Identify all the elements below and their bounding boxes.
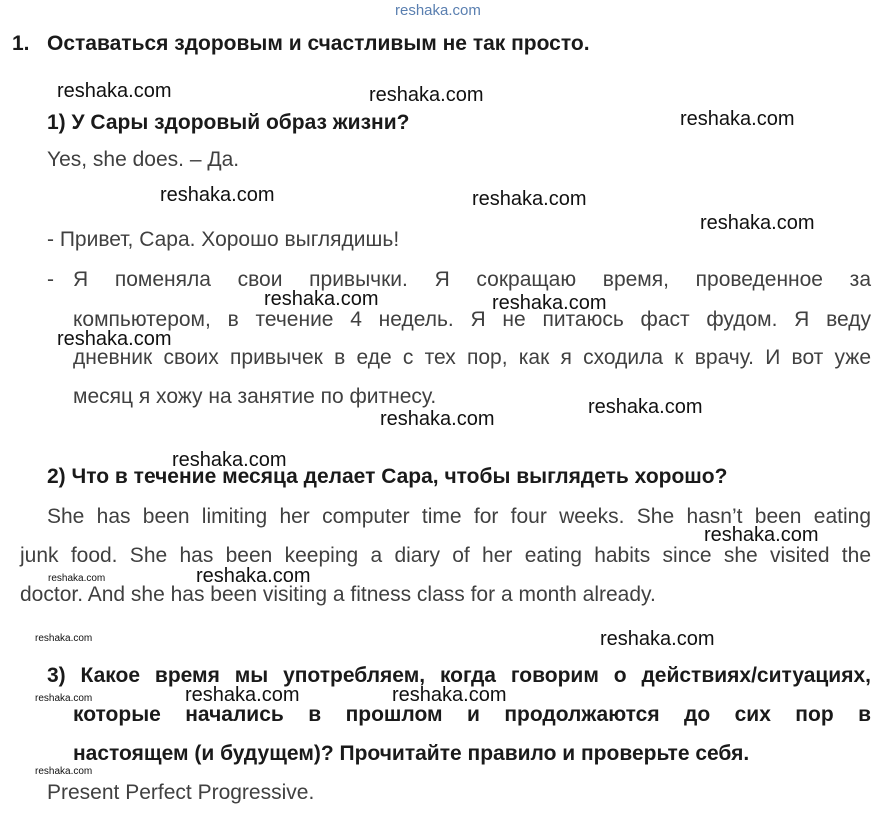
watermark-small: reshaka.com	[35, 766, 93, 777]
watermark: reshaka.com	[57, 80, 172, 102]
question-3-line-2: которые начались в прошлом и продолжаются до сих пор в	[73, 703, 871, 726]
task-title: Оставаться здоровым и счастливым не так просто.	[47, 32, 590, 55]
question-2: 2) Что в течение месяца делает Сара, чтобы выглядеть хорошо?	[47, 465, 728, 488]
question-3-line-3: настоящем (и будущем)? Прочитайте правило и проверьте себя.	[73, 742, 750, 765]
watermark: reshaka.com	[380, 408, 495, 430]
watermark: reshaka.com	[704, 524, 819, 546]
watermark: reshaka.com	[588, 396, 703, 418]
answer-1: Yes, she does. – Да.	[47, 148, 240, 171]
site-watermark-top: reshaka.com	[395, 2, 481, 19]
watermark: reshaka.com	[264, 288, 379, 310]
watermark-small: reshaka.com	[35, 633, 93, 644]
answer-3: Present Perfect Progressive.	[47, 781, 315, 804]
watermark: reshaka.com	[600, 628, 715, 650]
watermark: reshaka.com	[472, 188, 587, 210]
watermark: reshaka.com	[369, 84, 484, 106]
dialogue-line-2b: компьютером, в течение 4 недель. Я не питаюсь фаст фудом. Я веду	[73, 308, 871, 331]
watermark: reshaka.com	[160, 184, 275, 206]
dialogue-dash: -	[47, 268, 54, 291]
watermark: reshaka.com	[680, 108, 795, 130]
answer-2-line-1: She has been limiting her computer time for four weeks. She hasn’t been eating	[47, 505, 871, 528]
watermark: reshaka.com	[172, 449, 287, 471]
watermark: reshaka.com	[392, 684, 507, 706]
watermark: reshaka.com	[700, 212, 815, 234]
watermark: reshaka.com	[196, 565, 311, 587]
watermark: reshaka.com	[57, 328, 172, 350]
dialogue-line-1: - Привет, Сара. Хорошо выглядишь!	[47, 228, 400, 251]
watermark-small: reshaka.com	[48, 573, 106, 584]
dialogue-line-2d: месяц я хожу на занятие по фитнесу.	[73, 385, 437, 408]
answer-2-line-2: junk food. She has been keeping a diary of her eating habits since she visited the	[20, 544, 871, 567]
dialogue-line-2a: Я поменяла свои привычки. Я сокращаю время, проведенное за	[73, 268, 871, 291]
dialogue-line-2c: дневник своих привычек в еде с тех пор, как я сходила к врачу. И вот уже	[73, 346, 871, 369]
watermark: reshaka.com	[492, 292, 607, 314]
question-3-line-1: 3) Какое время мы употребляем, когда говорим о действиях/ситуациях,	[47, 664, 871, 687]
answer-2-line-3: doctor. And she has been visiting a fitness class for a month already.	[20, 583, 656, 606]
task-number: 1.	[12, 32, 30, 55]
watermark-small: reshaka.com	[35, 693, 93, 704]
question-1: 1) У Сары здоровый образ жизни?	[47, 111, 410, 134]
watermark: reshaka.com	[185, 684, 300, 706]
